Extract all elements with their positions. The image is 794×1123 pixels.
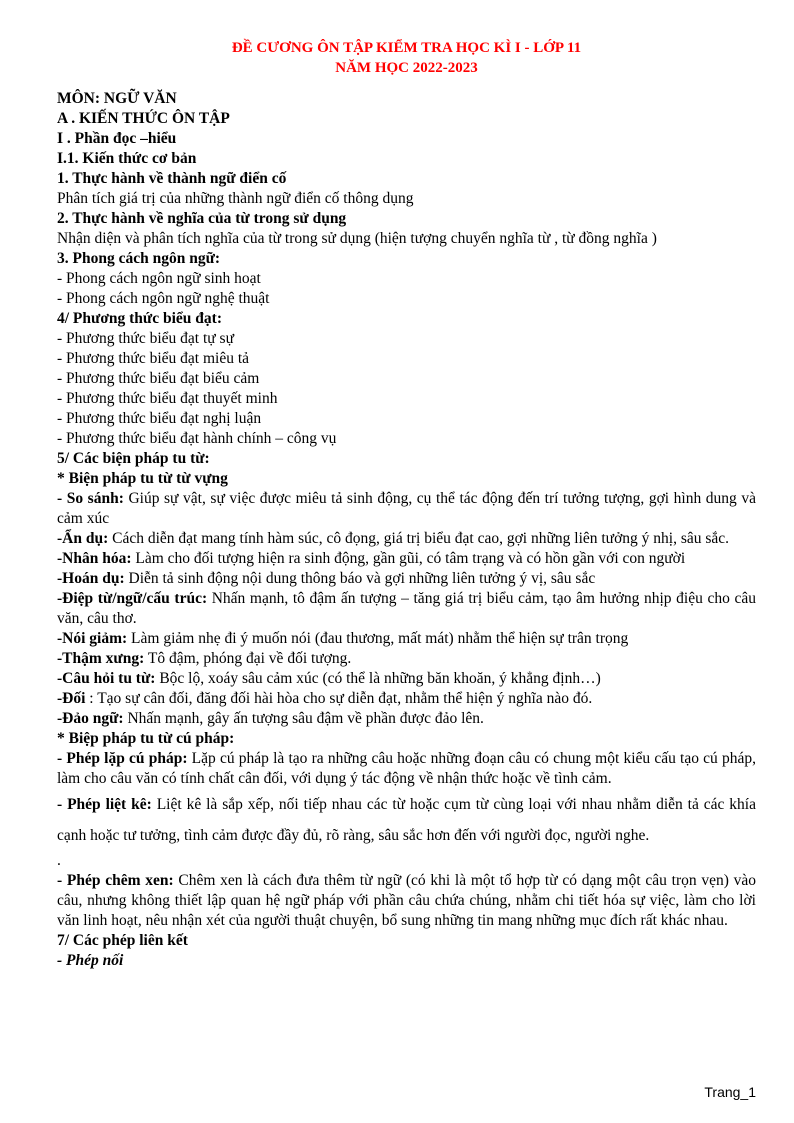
document-page xyxy=(57,38,756,971)
syntax-device-item xyxy=(57,749,756,789)
s3-item: - Phong cách ngôn ngữ nghệ thuật xyxy=(57,290,270,307)
device-desc: Nhấn mạnh, gây ấn tượng sâu đậm về phần được đảo lên. xyxy=(123,710,484,727)
document-title-line1: ĐỀ CƯƠNG ÔN TẬP KIỂM TRA HỌC KÌ I - LỚP 11 xyxy=(231,40,582,56)
device-term: -Thậm xưng: xyxy=(57,650,145,667)
device-term: - Phép lặp cú pháp: xyxy=(57,750,188,767)
device-desc: Giúp sự vật, sự việc được miêu tả sinh động, cụ thể tác động đến trí tưởng tượng, gợi hình dung và cảm xúc xyxy=(57,490,756,527)
s7-subheading: - Phép nối xyxy=(57,952,124,969)
s4-item: - Phương thức biểu đạt nghị luận xyxy=(57,410,262,427)
s4-item: - Phương thức biểu đạt tự sự xyxy=(57,330,234,347)
part1-heading: I . Phần đọc –hiểu xyxy=(57,130,177,147)
s1-heading: 1. Thực hành về thành ngữ điển cố xyxy=(57,170,287,187)
device-item xyxy=(57,589,756,629)
device-item xyxy=(57,569,756,589)
page-number: Trang_1 xyxy=(704,1084,756,1100)
device-desc: Chêm xen là cách đưa thêm từ ngữ (có khi là một tổ hợp từ có dạng một câu trọn vẹn) vào câu, nhưng không thiết lập quan hệ ngữ pháp với phần câu chứa chúng, nhằm chi tiết hóa sự việc, làm cho lời văn linh hoạt, nêu nhận xét của người thuật chuyện, bổ sung những tin mang những mục đích rất khác nhau. xyxy=(57,872,756,929)
device-item xyxy=(57,649,756,669)
device-desc: Làm giảm nhẹ đi ý muốn nói (đau thương, mất mát) nhằm thể hiện sự trân trọng xyxy=(127,630,629,647)
device-term: - So sánh: xyxy=(57,490,124,507)
device-desc: : Tạo sự cân đối, đăng đối hài hòa cho sự diễn đạt, nhằm thể hiện ý nghĩa nào đó. xyxy=(85,690,593,707)
device-desc: Làm cho đối tượng hiện ra sinh động, gần gũi, có tâm trạng và có hồn gần với con người xyxy=(131,550,686,567)
subject-heading: MÔN: NGỮ VĂN xyxy=(57,90,177,107)
device-term: -Nhân hóa: xyxy=(57,550,132,567)
device-desc: Bộc lộ, xoáy sâu cảm xúc (có thể là những băn khoăn, ý khẳng định…) xyxy=(155,670,601,687)
syntax-devices-heading: * Biệp pháp tu từ cú pháp: xyxy=(57,730,235,747)
s4-item: - Phương thức biểu đạt thuyết minh xyxy=(57,390,278,407)
device-term: -Câu hỏi tu từ: xyxy=(57,670,156,687)
device-term: -Điệp từ/ngữ/cấu trúc: xyxy=(57,590,208,607)
s2-heading: 2. Thực hành về nghĩa của từ trong sử dụng xyxy=(57,210,347,227)
device-item xyxy=(57,629,756,649)
s3-item: - Phong cách ngôn ngữ sinh hoạt xyxy=(57,270,261,287)
device-desc: Tô đậm, phóng đại về đối tượng. xyxy=(144,650,352,667)
device-desc: Liệt kê là sắp xếp, nối tiếp nhau các từ hoặc cụm từ cùng loại với nhau nhằm diễn tả các khía cạnh hoặc tư tưởng, tình cảm được đầy đủ, rõ ràng, sâu sắc hơn đến với người đọc, người nghe. xyxy=(57,796,756,844)
s2-text: Nhận diện và phân tích nghĩa của từ trong sử dụng (hiện tượng chuyển nghĩa từ , từ đồng nghĩa ) xyxy=(57,230,657,247)
document-title-line2: NĂM HỌC 2022-2023 xyxy=(335,60,478,76)
vocab-devices-heading: * Biện pháp tu từ từ vựng xyxy=(57,470,228,487)
device-item xyxy=(57,669,756,689)
device-term: - Phép chêm xen: xyxy=(57,872,174,889)
device-term: -Đảo ngữ: xyxy=(57,710,124,727)
s3-heading: 3. Phong cách ngôn ngữ: xyxy=(57,250,221,267)
device-item xyxy=(57,709,756,729)
stray-period: . xyxy=(57,852,61,869)
s4-item: - Phương thức biểu đạt hành chính – công vụ xyxy=(57,430,337,447)
s5-heading: 5/ Các biện pháp tu từ: xyxy=(57,450,210,467)
device-term: -Đối xyxy=(57,690,86,707)
syntax-device-item xyxy=(57,789,756,851)
device-term: -Ẩn dụ: xyxy=(57,530,109,547)
syntax-device-item xyxy=(57,871,756,931)
device-desc: Lặp cú pháp là tạo ra những câu hoặc những đoạn câu có chung một kiểu cấu tạo cú pháp, làm cho câu văn có tính chất cân đối, với dụng ý tác động về nhận thức hoặc về tình cảm. xyxy=(57,750,756,787)
s4-heading: 4/ Phương thức biểu đạt: xyxy=(57,310,222,327)
device-item xyxy=(57,489,756,529)
device-desc: Diễn tả sinh động nội dung thông báo và gợi những liên tưởng ý vị, sâu sắc xyxy=(124,570,596,587)
device-desc: Cách diễn đạt mang tính hàm súc, cô đọng, giá trị biểu đạt cao, gợi những liên tưởng ý nhị, sâu sắc. xyxy=(108,530,730,547)
s1-text: Phân tích giá trị của những thành ngữ điển cố thông dụng xyxy=(57,190,414,207)
device-item xyxy=(57,529,756,549)
device-term: -Hoán dụ: xyxy=(57,570,125,587)
device-term: - Phép liệt kê: xyxy=(57,796,152,813)
device-desc: Nhấn mạnh, tô đậm ấn tượng – tăng giá trị biểu cảm, tạo âm hưởng nhịp điệu cho câu văn, câu thơ. xyxy=(57,590,756,627)
device-item xyxy=(57,549,756,569)
s4-item: - Phương thức biểu đạt biểu cảm xyxy=(57,370,260,387)
s4-item: - Phương thức biểu đạt miêu tả xyxy=(57,350,250,367)
device-term: -Nói giảm: xyxy=(57,630,128,647)
section-a-heading: A . KIẾN THỨC ÔN TẬP xyxy=(57,110,230,127)
s7-heading: 7/ Các phép liên kết xyxy=(57,932,188,949)
part1-1-heading: I.1. Kiến thức cơ bản xyxy=(57,150,197,167)
device-item xyxy=(57,689,756,709)
